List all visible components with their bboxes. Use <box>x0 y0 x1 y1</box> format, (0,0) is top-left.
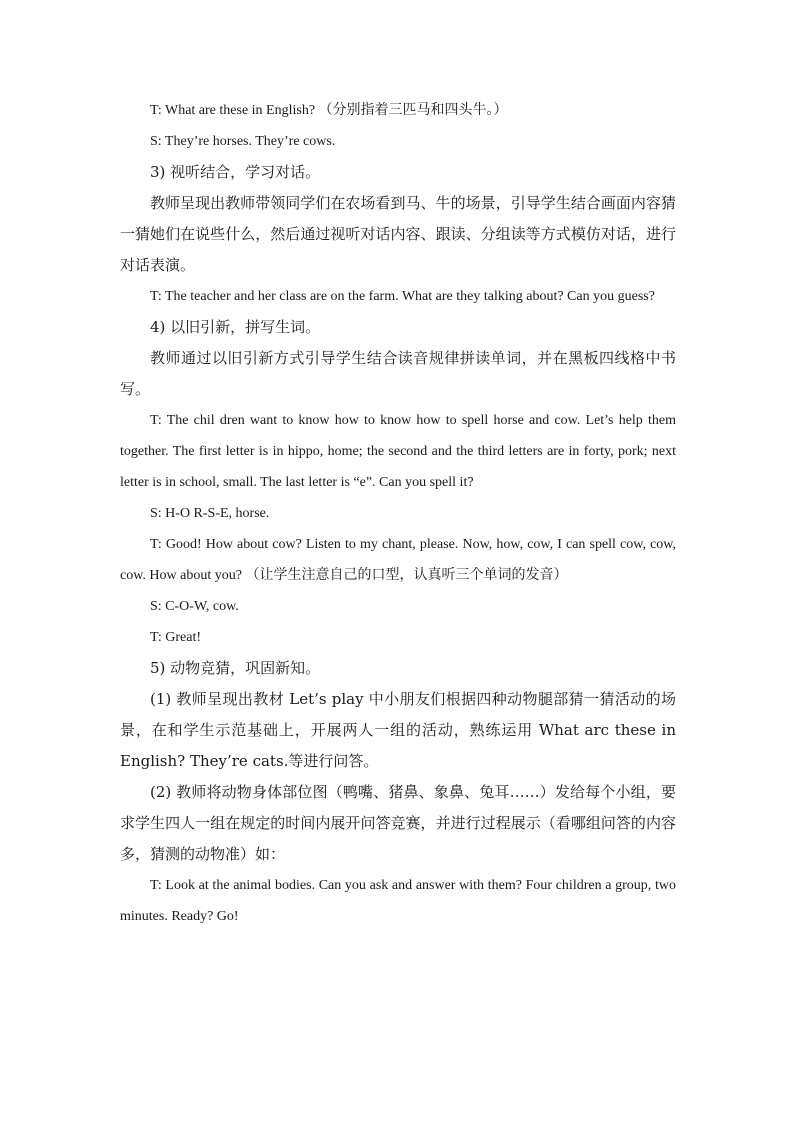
body-paragraph: 教师呈现出教师带领同学们在农场看到马、牛的场景，引导学生结合画面内容猜一猜她们在说些什么，然后通过视听对话内容、跟读、分组读等方式模仿对话，进行对话表演。 <box>120 194 676 274</box>
dialogue-line: S: C-O-W, cow. <box>150 599 239 614</box>
document-page <box>120 95 676 932</box>
dialogue-line: T: Good! How about cow? Listen to my chant, please. Now, how, cow, I can spell cow, cow, cow. How about you? （让学生注意自己的口型，认真听三个单词的发音） <box>120 537 676 583</box>
body-paragraph: 教师通过以旧引新方式引导学生结合读音规律拼读单词，并在黑板四线格中书写。 <box>120 349 676 398</box>
section-heading: 4) 以旧引新，拼写生词。 <box>150 318 321 336</box>
section-heading: 5) 动物竞猜，巩固新知。 <box>150 659 321 677</box>
dialogue-line: T: Great! <box>150 630 201 645</box>
dialogue-line: T: The teacher and her class are on the farm. What are they talking about? Can you guess? <box>150 289 655 304</box>
dialogue-line: T: The chil dren want to know how to know how to spell horse and cow. Let’s help them together. The first letter is in hippo, home; the second and the third letters are in forty, pork; next letter is in school, small. The last letter is “e”. Can you spell it? <box>120 413 676 490</box>
dialogue-line: T: Look at the animal bodies. Can you ask and answer with them? Four children a group, two minutes. Ready? Go! <box>120 878 676 924</box>
dialogue-line: S: They’re horses. They’re cows. <box>150 134 336 149</box>
dialogue-line: T: What are these in English? （分别指着三匹马和四头牛。） <box>150 103 508 118</box>
body-paragraph: (2) 教师将动物身体部位图（鸭嘴、猪鼻、象鼻、兔耳……）发给每个小组，要求学生四人一组在规定的时间内展开问答竞赛，并进行过程展示（看哪组问答的内容多，猜测的动物准）如： <box>120 783 676 863</box>
body-paragraph: (1) 教师呈现出教材 Let’s play 中小朋友们根据四种动物腿部猜一猜活动的场景，在和学生示范基础上，开展两人一组的活动，熟练运用 What arc these in English? They’re cats.等进行问答。 <box>120 690 676 770</box>
dialogue-line: S: H-O R-S-E, horse. <box>150 506 270 521</box>
section-heading: 3) 视听结合，学习对话。 <box>150 163 321 181</box>
